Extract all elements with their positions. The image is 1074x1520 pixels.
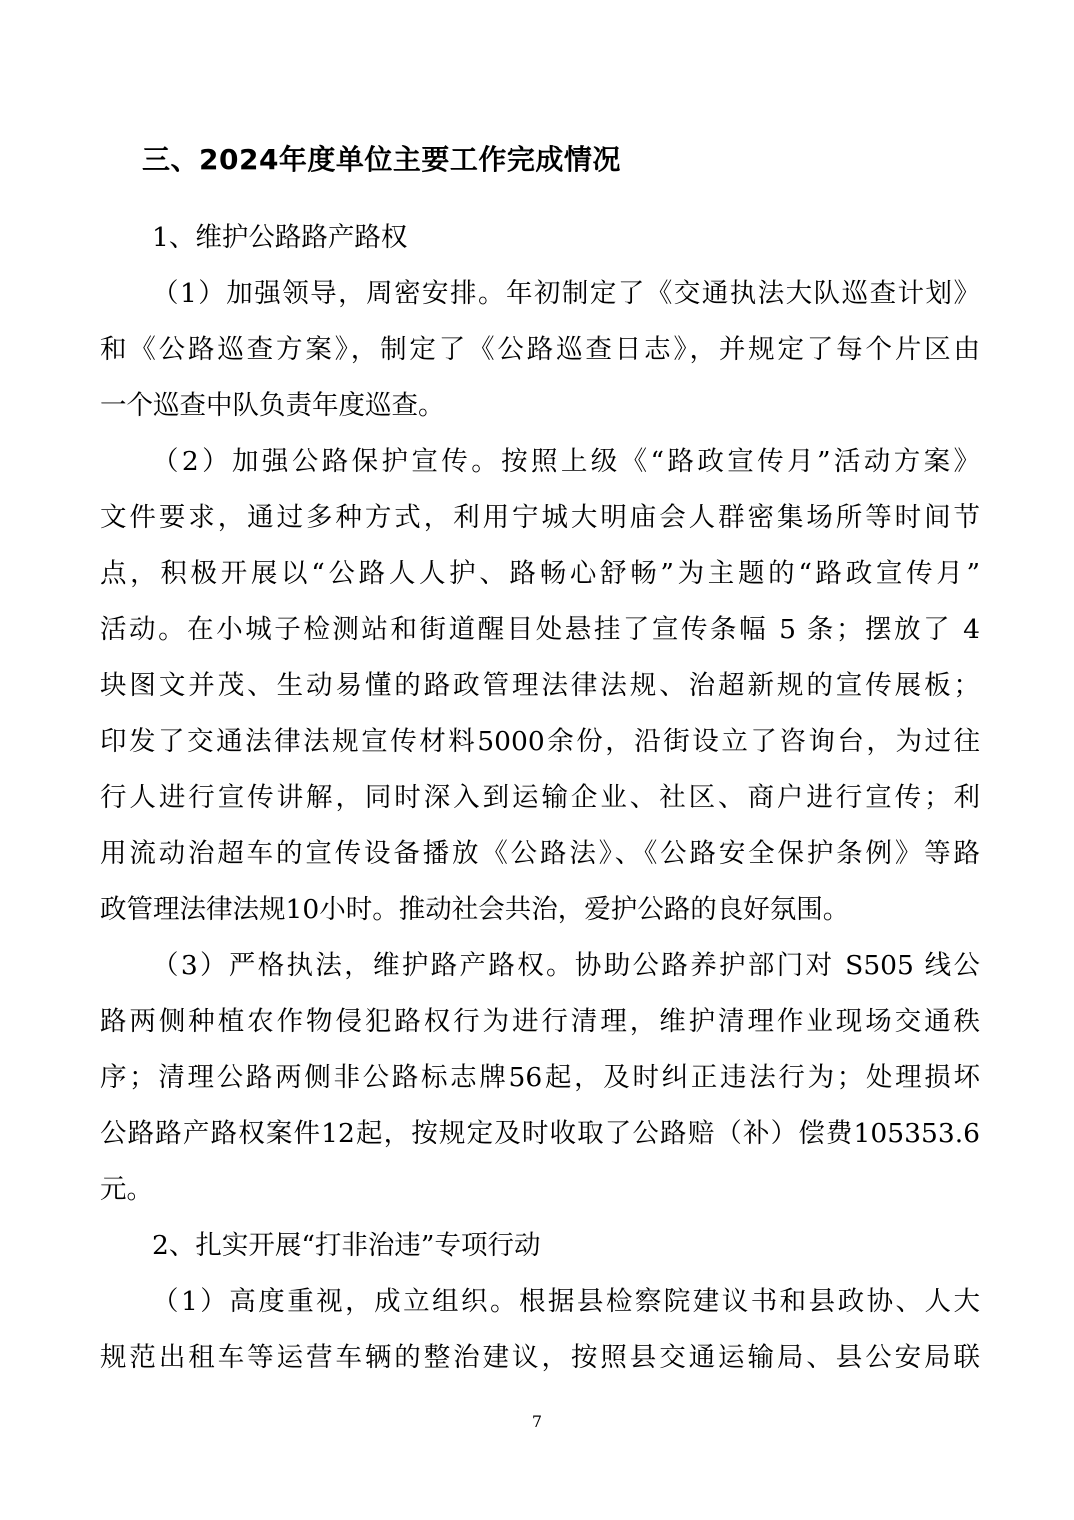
paragraph-line: （1）加强领导，周密安排。年初制定了《交通执法大队巡查计划》 [152, 278, 980, 309]
subsection-title-2: 2、扎实开展“打非治违”专项行动 [152, 1230, 541, 1261]
paragraph-line: （3）严格执法，维护路产路权。协助公路养护部门对 S505 线公 [152, 950, 980, 981]
paragraph-line: 点，积极开展以“公路人人护、路畅心舒畅”为主题的“路政宣传月” [100, 558, 980, 589]
paragraph-line: 一个巡查中队负责年度巡查。 [100, 390, 445, 421]
paragraph-line: 活动。在小城子检测站和街道醒目处悬挂了宣传条幅 5 条；摆放了 4 [100, 614, 980, 645]
paragraph-line: （1）高度重视，成立组织。根据县检察院建议书和县政协、人大 [152, 1286, 980, 1317]
paragraph-line: 用流动治超车的宣传设备播放《公路法》、《公路安全保护条例》等路 [100, 838, 980, 869]
paragraph-line: 元。 [100, 1174, 153, 1205]
paragraph-line: 印发了交通法律法规宣传材料5000余份，沿街设立了咨询台，为过往 [100, 726, 980, 757]
paragraph-line: 和《公路巡查方案》，制定了《公路巡查日志》，并规定了每个片区由 [100, 334, 980, 365]
paragraph-line: 规范出租车等运营车辆的整治建议，按照县交通运输局、县公安局联 [100, 1342, 980, 1373]
section-heading: 三、2024年度单位主要工作完成情况 [142, 143, 621, 176]
paragraph-line: 行人进行宣传讲解，同时深入到运输企业、社区、商户进行宣传；利 [100, 782, 980, 813]
page-number: 7 [531, 1412, 543, 1431]
paragraph-line: 路两侧种植农作物侵犯路权行为进行清理，维护清理作业现场交通秩 [100, 1006, 980, 1037]
paragraph-line: 公路路产路权案件12起，按规定及时收取了公路赔（补）偿费105353.6 [100, 1118, 980, 1149]
paragraph-line: （2）加强公路保护宣传。按照上级《“路政宣传月”活动方案》 [152, 446, 980, 477]
paragraph-line: 政管理法律法规10小时。推动社会共治，爱护公路的良好氛围。 [100, 894, 850, 925]
paragraph-line: 块图文并茂、生动易懂的路政管理法律法规、治超新规的宣传展板； [100, 670, 980, 701]
paragraph-line: 序；清理公路两侧非公路标志牌56起，及时纠正违法行为；处理损坏 [100, 1062, 980, 1093]
subsection-title-1: 1、维护公路路产路权 [152, 222, 408, 253]
paragraph-line: 文件要求，通过多种方式，利用宁城大明庙会人群密集场所等时间节 [100, 502, 980, 533]
